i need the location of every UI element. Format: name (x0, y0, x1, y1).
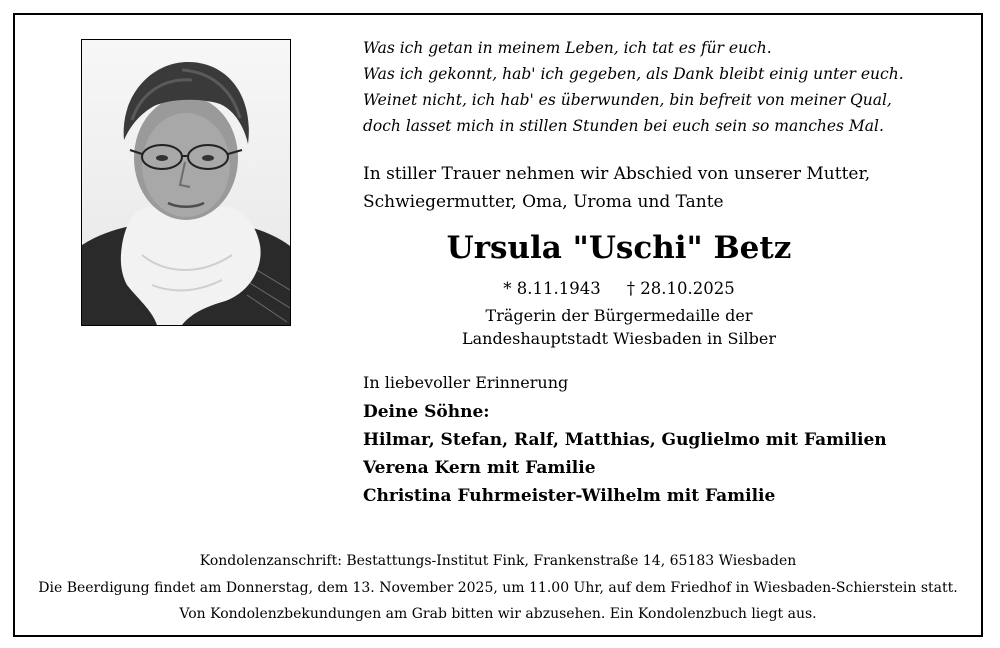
family-line: Verena Kern mit Familie (363, 458, 596, 478)
family-list (363, 398, 963, 510)
intro-text (363, 160, 963, 216)
intro-line: Schwiegermutter, Oma, Uroma und Tante (363, 192, 724, 212)
honor-text (363, 304, 875, 350)
condolence-note: Von Kondolenzbekundungen am Grab bitten wir abzusehen. Ein Kondolenzbuch liegt aus. (179, 606, 817, 622)
deceased-name: Ursula "Uschi" Betz (446, 230, 792, 266)
honor-line: Trägerin der Bürgermedaille der (485, 306, 753, 325)
poem-line: Was ich getan in meinem Leben, ich tat es für euch. (363, 39, 772, 57)
intro-line: In stiller Trauer nehmen wir Abschied von unserer Mutter, (363, 164, 871, 184)
family-line: Christina Fuhrmeister-Wilhelm mit Familie (363, 486, 776, 506)
poem-line: Was ich gekonnt, hab' ich gegeben, als Dank bleibt einig unter euch. (363, 65, 904, 83)
poem (363, 35, 963, 139)
footer-info (15, 548, 981, 628)
birth-date: * 8.11.1943 (503, 279, 601, 298)
family-line: Hilmar, Stefan, Ralf, Matthias, Guglielmo mit Familien (363, 430, 887, 450)
poem-line: doch lasset mich in stillen Stunden bei euch sein so manches Mal. (363, 117, 884, 135)
poem-line: Weinet nicht, ich hab' es überwunden, bin befreit von meiner Qual, (363, 91, 892, 109)
honor-line: Landeshauptstadt Wiesbaden in Silber (461, 329, 777, 348)
portrait-photo (81, 39, 291, 326)
funeral-info: Die Beerdigung findet am Donnerstag, dem 13. November 2025, um 11.00 Uhr, auf dem Friedhof in Wiesbaden-Schierstein statt. (38, 579, 958, 596)
family-line: Deine Söhne: (363, 402, 490, 422)
death-date: † 28.10.2025 (626, 279, 735, 298)
life-dates (363, 276, 875, 302)
condolence-address: Kondolenzanschrift: Bestattungs-Institut Fink, Frankenstraße 14, 65183 Wiesbaden (199, 553, 797, 569)
memory-label: In liebevoller Erinnerung (363, 373, 569, 392)
